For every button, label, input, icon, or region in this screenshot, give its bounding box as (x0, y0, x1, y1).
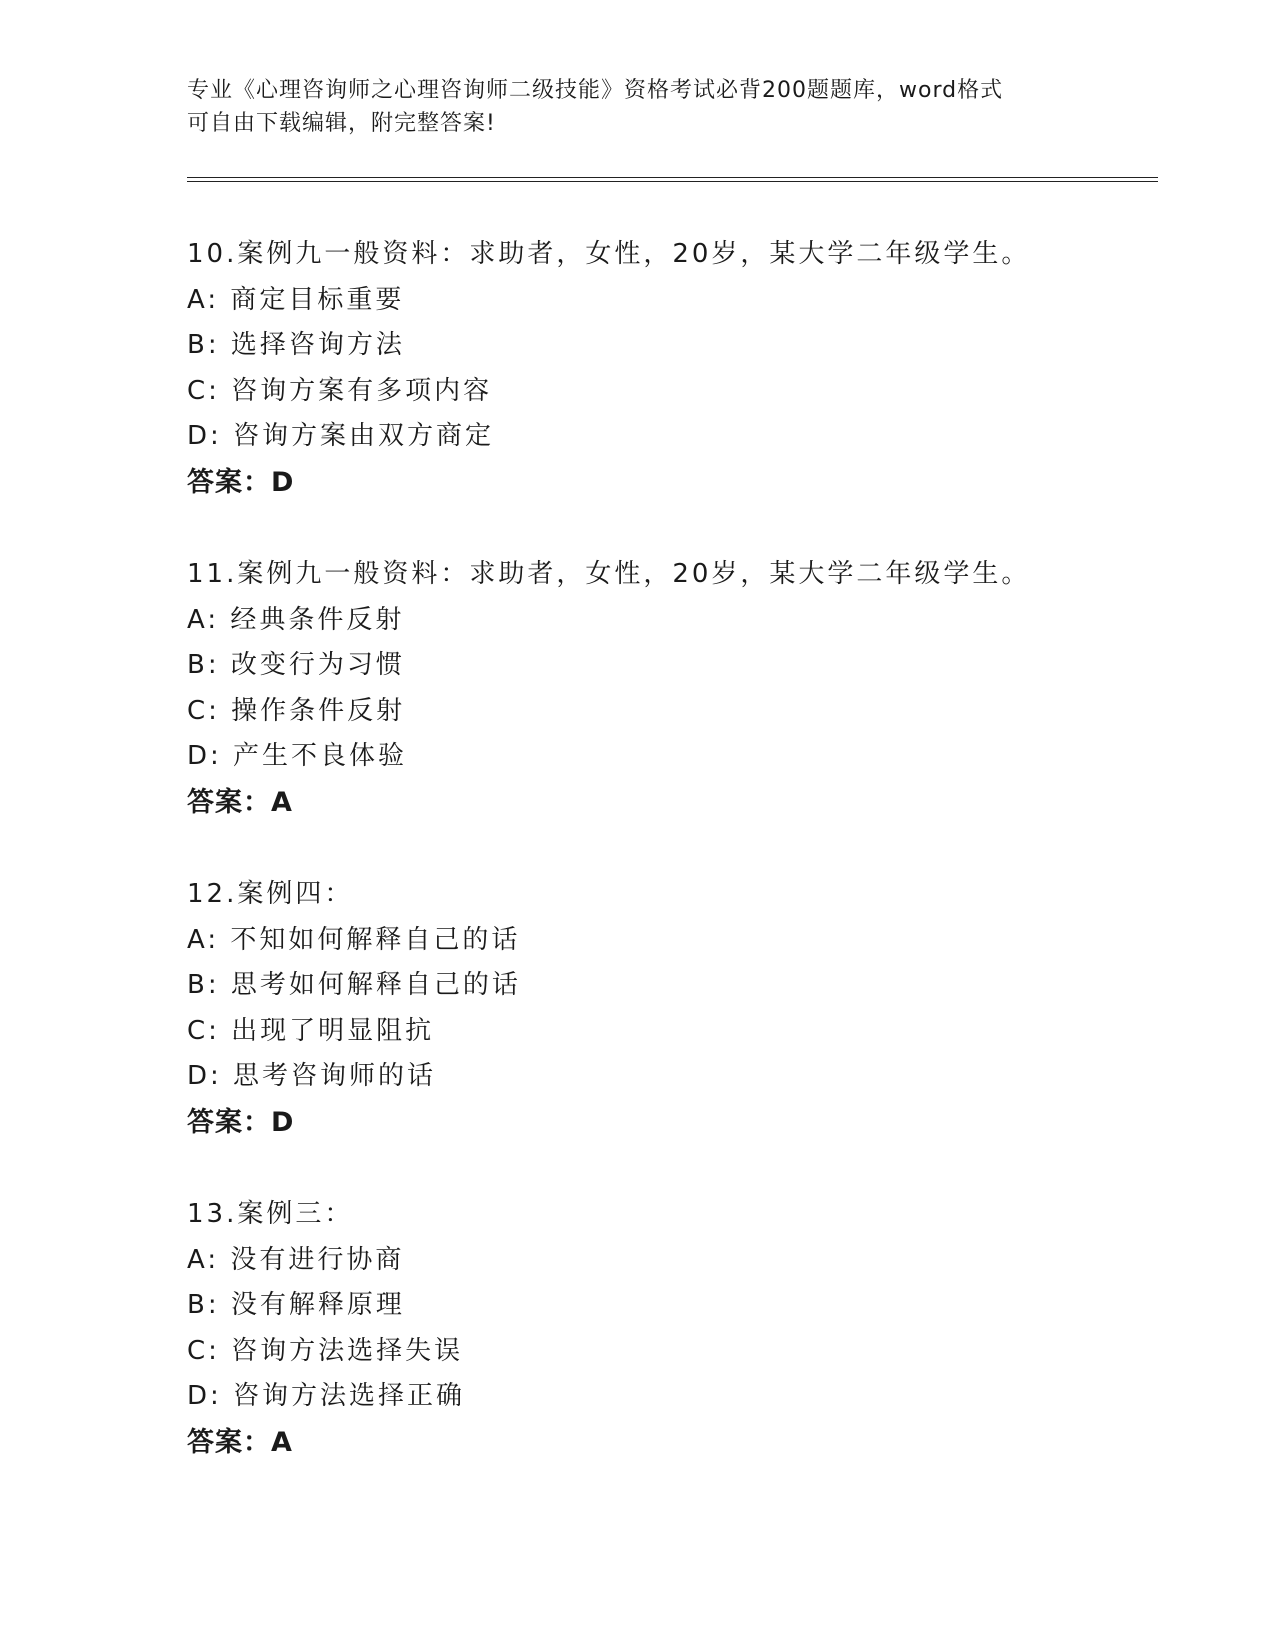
option-a: A: 没有进行协商 (187, 1244, 405, 1275)
question-11 (187, 552, 1157, 872)
option-a: A: 经典条件反射 (187, 604, 405, 635)
option-a: A: 商定目标重要 (187, 284, 405, 315)
answer-label: 答案：D (187, 1106, 295, 1138)
option-c: C: 出现了明显阻抗 (187, 1015, 435, 1046)
option-b: B: 改变行为习惯 (187, 650, 405, 680)
option-c: C: 操作条件反射 (187, 695, 406, 726)
option-b: B: 没有解释原理 (187, 1290, 405, 1320)
header-divider (187, 177, 1158, 182)
answer-label: 答案：A (187, 1426, 293, 1458)
option-d: D: 咨询方案由双方商定 (187, 421, 495, 451)
answer-label: 答案：A (187, 786, 293, 818)
option-d: D: 咨询方法选择正确 (187, 1381, 466, 1411)
option-c: C: 咨询方案有多项内容 (187, 375, 493, 406)
option-d: D: 产生不良体验 (187, 741, 408, 771)
question-10 (187, 232, 1157, 552)
question-12 (187, 872, 1157, 1192)
header-line-2: 可自由下载编辑，附完整答案! (187, 111, 496, 136)
question-stem: 12.案例四： (187, 879, 354, 909)
option-a: A: 不知如何解释自己的话 (187, 924, 521, 955)
option-c: C: 咨询方法选择失误 (187, 1335, 464, 1366)
option-b: B: 思考如何解释自己的话 (187, 970, 521, 1000)
question-stem: 13.案例三： (187, 1199, 354, 1229)
question-stem: 11.案例九一般资料：求助者，女性，20岁，某大学二年级学生。 (187, 559, 1031, 589)
answer-label: 答案：D (187, 466, 295, 498)
option-b: B: 选择咨询方法 (187, 330, 405, 360)
question-list (187, 232, 1157, 1512)
option-d: D: 思考咨询师的话 (187, 1061, 437, 1091)
document-header (187, 74, 1087, 140)
question-13 (187, 1192, 1157, 1512)
header-line-1: 专业《心理咨询师之心理咨询师二级技能》资格考试必背200题题库，word格式 (187, 78, 1004, 103)
question-stem: 10.案例九一般资料：求助者，女性，20岁，某大学二年级学生。 (187, 239, 1031, 269)
